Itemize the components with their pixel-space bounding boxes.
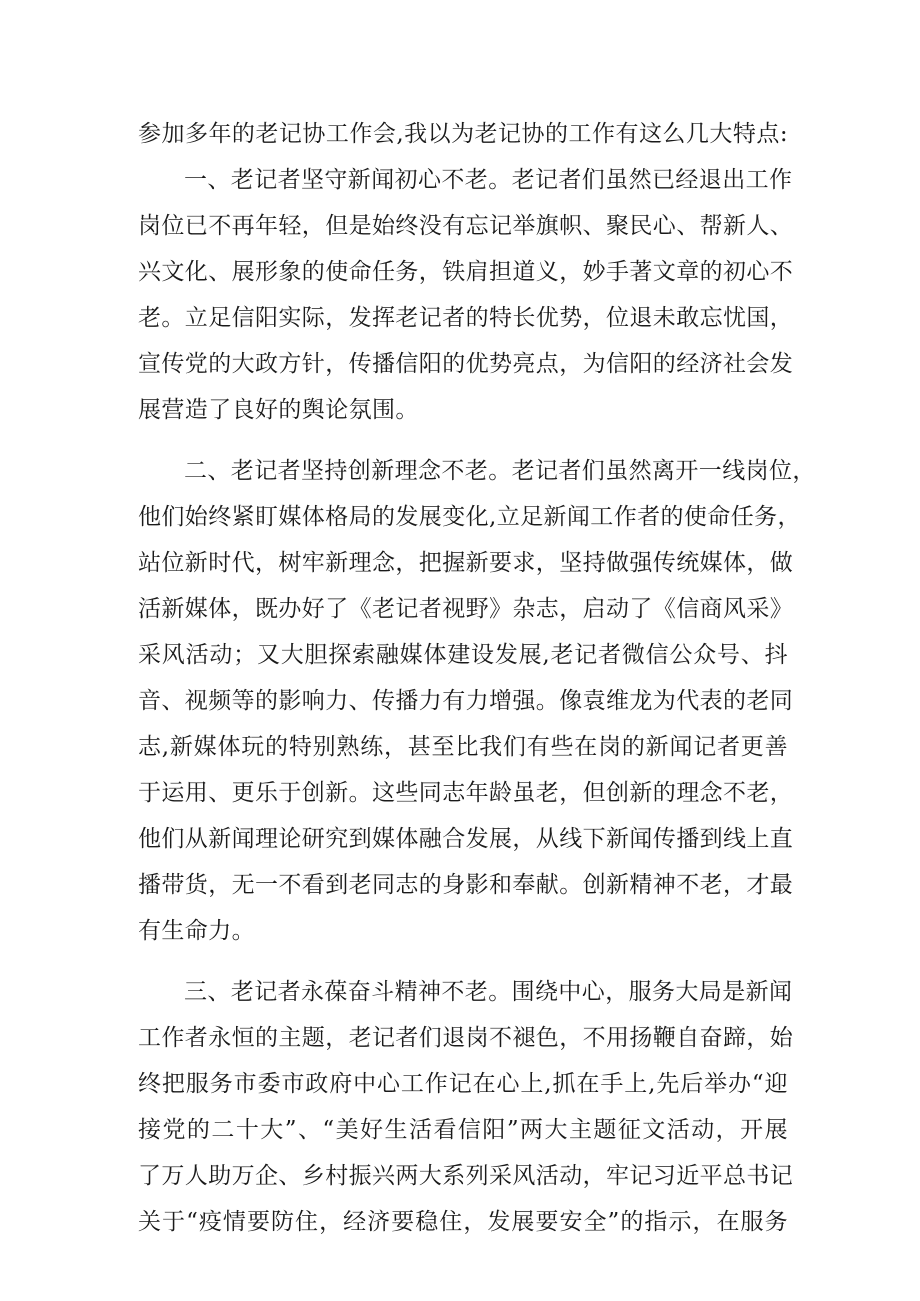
- text-line: 他们从新闻理论研究到媒体融合发展，从线下新闻传播到线上直: [138, 826, 794, 852]
- text-line: 音、视频等的影响力、传播力有力增强。像袁维龙为代表的老同: [138, 688, 794, 714]
- text-line: 关于“疫情要防住，经济要稳住，发展要安全”的指示，在服务: [138, 1209, 788, 1235]
- text-line: 活新媒体，既办好了《老记者视野》杂志，启动了《信商风采》: [138, 596, 794, 622]
- text-line: 于运用、更乐于创新。这些同志年龄虽老，但创新的理念不老，: [138, 780, 794, 806]
- text-line: 终把服务市委市政府中心工作记在心上,抓在手上,先后举办“迎: [138, 1071, 788, 1097]
- text-line: 岗位已不再年轻，但是始终没有忘记举旗帜、聚民心、帮新人、: [138, 213, 794, 239]
- paragraph-1-first-line: 一、老记者坚守新闻初心不老。老记者们虽然已经退出工作: [184, 167, 793, 193]
- text-line: 接党的二十大”、“美好生活看信阳”两大主题征文活动，开展: [138, 1117, 788, 1143]
- paragraph-1-last-line: 展营造了良好的舆论氛围。: [138, 397, 419, 423]
- text-line: 站位新时代，树牢新理念，把握新要求，坚持做强传统媒体，做: [138, 550, 794, 576]
- text-line: 播带货，无一不看到老同志的身影和奉献。创新精神不老，才最: [138, 872, 794, 898]
- text-line: 采风活动；又大胆探索融媒体建设发展,老记者微信公众号、抖: [138, 642, 788, 668]
- paragraph-3-first-line: 三、老记者永葆奋斗精神不老。围绕中心，服务大局是新闻: [184, 979, 793, 1005]
- paragraph-2-last-line: 有生命力。: [138, 918, 255, 944]
- paragraph-2-first-line: 二、老记者坚持创新理念不老。老记者们虽然离开一线岗位，: [184, 458, 816, 484]
- text-line: 工作者永恒的主题，老记者们退岗不褪色，不用扬鞭自奋蹄，始: [138, 1025, 794, 1051]
- text-line: 兴文化、展形象的使命任务，铁肩担道义，妙手著文章的初心不: [138, 259, 794, 285]
- text-line: 参加多年的老记协工作会,我以为老记协的工作有这么几大特点:: [138, 121, 788, 147]
- text-line: 老。立足信阳实际，发挥老记者的特长优势，位退未敢忘忧国，: [138, 305, 794, 331]
- text-line: 他们始终紧盯媒体格局的发展变化,立足新闻工作者的使命任务，: [138, 504, 801, 530]
- text-line: 宣传党的大政方针，传播信阳的优势亮点，为信阳的经济社会发: [138, 351, 794, 377]
- text-line: 了万人助万企、乡村振兴两大系列采风活动，牢记习近平总书记: [138, 1163, 794, 1189]
- text-line: 志,新媒体玩的特别熟练，甚至比我们有些在岗的新闻记者更善: [138, 734, 788, 760]
